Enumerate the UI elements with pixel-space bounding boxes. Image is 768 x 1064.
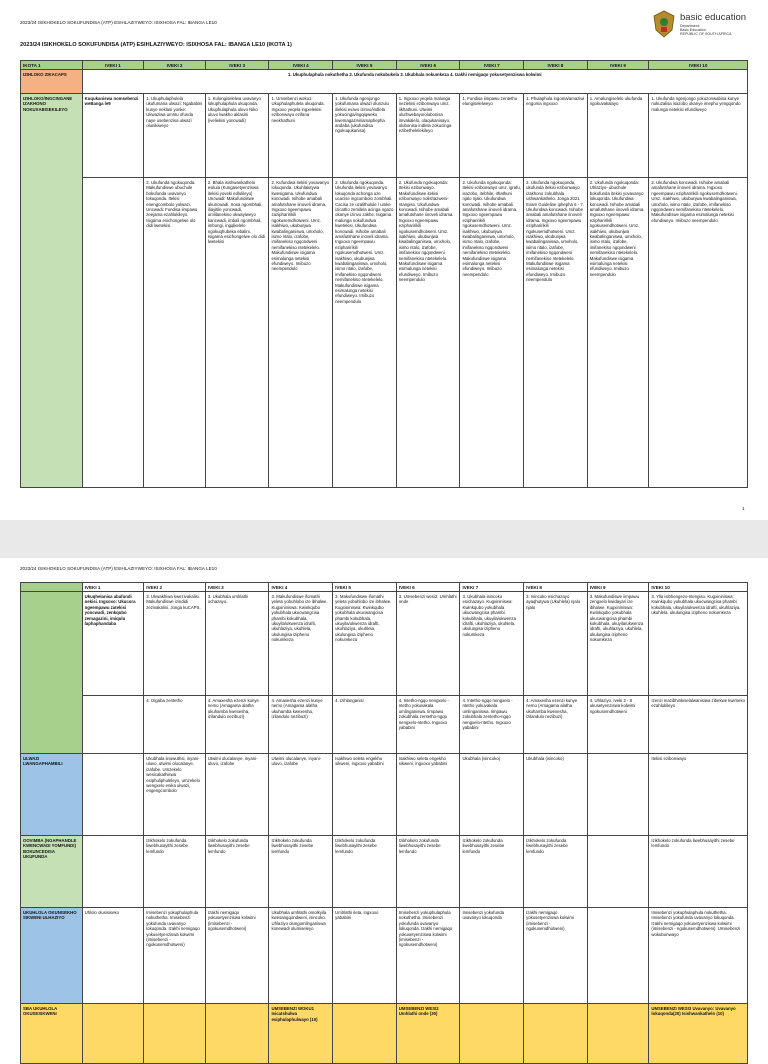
plan-table-term1 xyxy=(20,60,748,488)
table-cell: Isakhiwo seleta engekho sikweni, ingxoxo yababini xyxy=(333,754,397,836)
table-cell: 1. Kulungiselelwa uvavanyo lokuphulaphula ukuqonda. Ukuphulaphula uluvo Niko uluvo lwakho aklasini (iveliekisi yoncwadi) xyxy=(205,94,269,178)
row-label-topics: IZIHLOKO ZIKACAPS xyxy=(21,70,83,94)
row-label-resources: OOVIMBA (NGAPHANDLE KWENCWADI YOMFUNDI) BOKUNCEDISA UKUFUNDA xyxy=(21,836,83,908)
table-cell: 2. Bhala isishwankathelo esiluia (Kungasetyenziswa itekisi yoveki edlulileyo) Uncwadi: Makufundiswe ukuncwadi. Xosa ngombhali, iliayitile yoncwadi, umlilanekiso okwayiweyo kancwadi, imbali ngombhali, imbongi, ingqikelelo ngokuqhubeka ebalini. Isigama esichongelwe olo didi lwetekisi xyxy=(205,178,269,488)
table-cell: 4. Izihlanganisi xyxy=(333,696,397,754)
table-cell: Ukubhala iinowuthsi, inyani-uluvo, utwimi olucalanye, izafobe. Umzekelo wesicakathiswa esiphuliphuleleyo, umzekelo wengxelo enika ulwazi, engengcombolo xyxy=(144,754,206,836)
page-gap xyxy=(0,520,768,558)
logo-sub-line-1: Department: xyxy=(680,24,700,28)
column-header: IVEKI 5 xyxy=(333,583,397,592)
table-cell xyxy=(82,1004,144,1064)
row-label-blank xyxy=(21,592,83,754)
table-cell: Izikhokelo zokufunda liwebhusayithi zesebe lemfundo xyxy=(524,836,588,908)
table-cell: Izikhokelo zokufunda liwebhusayithi zesebe lemfundo xyxy=(649,836,748,908)
table-row xyxy=(21,1004,748,1064)
table-cell: UMSEBENZI WESI2 Umhlathi onde (30) xyxy=(396,1004,460,1064)
table-cell: 3. Ukubhala umhlathi ochazayo. xyxy=(205,592,269,696)
table-cell: 1. Phulaphula ingoma/amaziwi engoma ingxoxo xyxy=(524,94,588,178)
table-cell: 4. Amaxesha ezenzi kunye nemo (Amagama alatha ukuhamba kwexesha, izilandulo nezibuzi) xyxy=(205,696,269,754)
page-1 xyxy=(0,0,768,520)
column-header: IVEKI 7 xyxy=(460,583,524,592)
table-cell: 1. Ukufunda ngenjongo yokufumana ulwazi olunzulu iliekisi evavo izinvo/indlela yokucinga/ingqiqweko kwemagazini/iamaphepha andaba (ukufundisa ngokuqukanisa) xyxy=(333,94,397,178)
page-header: 2023/24 ISIKHOKELO SOKUFUNDISA (ATP) ESIHLAZIYWEYO: ISIXHOSA FAL: IBANGA LE10 xyxy=(20,566,217,571)
table-cell: Imisebenzi yokuphulaphula nokuthetha. Imisebenzi yokufunda uvavanyo lokuqonda. Izakhi nemigaqo yokusetyenziswa kolwimi (imisebenzi - ngokusemdhotweni) xyxy=(144,908,206,1004)
table-row xyxy=(21,70,748,94)
table-cell: 2. Ukufunda ngokuqonda: Uhlaziyo- ubuchule bokufunda itekisi yovavanyo lokuqonda. Ukufundwa koncwadi. Isihobe amabali amafutshane iinoveli idrama. Ingxoxo ngeempawu ezipharirikili ngokusemdhotweni. Umz. isakhiwo, ukubunjwa kwabalinganiswa, umxholo, isimo ntalo, izafobe, imifanekiso ngqondweni nemifanekiso ntetekelelo. Makufundiswe isigama esimalunga netekisi efundiweyo. Imibuzo neempendulo xyxy=(587,178,649,488)
row-label-formal-assessment: SBA UKUHLOLA OKUSESIKWENI xyxy=(21,1004,83,1064)
column-header: IVEKI 9 xyxy=(587,61,649,70)
column-header: IVEKI 4 xyxy=(269,583,333,592)
table-cell: Izikhokelo zokufunda liwebhusayithi zesebe lemfundo xyxy=(205,836,269,908)
table-cell xyxy=(82,754,144,836)
table-header-row xyxy=(21,61,748,70)
table-cell: Itekisi ezibonwayo xyxy=(649,754,748,836)
table-cell: Izikhokelo zokufunda liwebhusayithi zesebe lemfundo xyxy=(144,836,206,908)
column-header: IVEKI 7 xyxy=(460,61,524,70)
table-cell: Uhlolo olusisiseko xyxy=(82,908,144,1004)
table-cell: 2. Ukufunda ngokuqonda, ukufunda itekisi ezibonwayo izakhono zokubhala ushwankathelo. Jonga 2021 Exam Guideline iphepha 6 - 7. Ukufundwa koncwadi. Isihobe amabali amafutshane iinoveli idrama. Ingxoxo ngeempawu ezipharirikili ngokusemdhotweni. Umz. isakhiwo, ukubunjwa kwabalinganiswa, umxholo, isimo ntalo, izafobe, imifanekiso ngqondweni nemifanekiso ntetekelelo. Makufundiswe isigama esimalunga netekisi efundiweyo. Imibuzo neempendulo xyxy=(524,178,588,488)
table-cell xyxy=(82,836,144,908)
table-cell: 3. Ukwakhiwa kwezivakalisi. Makufundiswe izindidi zezivakalisi. Jonga kuCAPS. xyxy=(144,592,206,696)
table-cell xyxy=(587,1004,649,1064)
table-row xyxy=(21,592,748,696)
table-row xyxy=(21,94,748,178)
page-header: 2023/24 ISIKHOKELO SOKUFUNDISA (ATP) ESIHLAZIYWEYO: ISIXHOSA FAL: IBANGA LE10 xyxy=(20,20,217,25)
table-cell: Izakhi nemigaqo yokusetyenziswa kolwimi (imisebenzi - ngokusemdhotweni) xyxy=(205,908,269,1004)
row-label-prior-knowledge: ULWAZI LWANGAPHAMBILI xyxy=(21,754,83,836)
table-cell: 1. Ukuphulaphulela ukufumana ulwazi: Ngababini kunye neklasi yonke: Ukwaziwa umntu ofunda naye usebenzisa ulwazi olunikiweyo xyxy=(144,94,206,178)
table-row xyxy=(21,754,748,836)
table-cell: 1. Ingxoxo yeqela malunga neziekisi ezibonwayo umz. iikhathuni. Utwimi olurhwebayo/olubonisa imvakalelo, olaqukanisayo, olubonisa indlela zokucinga ezibethelelekileyo xyxy=(396,94,460,178)
table-cell: Imisebenzi yokuphulaphula nokuthetha. Imisebenzi yokufunda uvavanyo lokuqonda. Izakhi nemigaqo yokusetyenziswa kolwimi (imisebenzi - ngokusemdhotweni). Umisebenzi wokubonwayo xyxy=(649,908,748,1004)
table-cell xyxy=(587,836,649,908)
department-logo xyxy=(652,10,752,40)
table-cell: 3. Ukubhala isincoko esichazayo. Kugxininiswa: Kwinkqubo yokubhala ukucwangcisa phambi kokubhala, ukuyila/ukwenza idrafti, ukuhlaziya, ukuhlela, ukulungisa izipheno nokumkeza xyxy=(460,592,524,696)
column-header: IVEKI 5 xyxy=(333,61,397,70)
table-row xyxy=(21,908,748,1004)
column-header: IVEKI 1 xyxy=(82,61,144,70)
logo-subtitle xyxy=(680,24,732,37)
table-cell: 1. Ukufunda ngenjongo yokuzonwabisa kunye nokuzalisa isazobo okanye imephu yengqondo malunga netekisi efundiweyo xyxy=(649,94,748,178)
logo-sub-line-3: REPUBLIC OF SOUTH AFRICA xyxy=(680,32,732,37)
table-cell: Kuqukaniswa nomsebenzi weBanga le9 xyxy=(82,94,144,178)
column-header: IKOTA 1 xyxy=(21,61,83,70)
table-cell: 2. Ukufunda ngokuqonda. Makufundiswe ubuchule bokufunda uvavanyo lokuqonda. Itekisi enengcombolo yolwazi. Uncwadi: Fundisa iimpawu zeejama ezahlukileyo. Isigama esichongelwe olo didi lwetekisi xyxy=(144,178,206,488)
table-cell: Izikhokelo zokufunda liwebhusayithi zesebe lemfundo xyxy=(460,836,524,908)
table-cell: 3. Makufundiswe ifomathi yeleta yobuhlobo ize ibhalwe. Kugxininiswa: Kwinkqubo yokubhala ukucwangcisa phambi kokubhala, ukuyila/ukwenza idrafti, ukuhlaziya, ukuhlela, ukulungisa izipheno nokumkeza xyxy=(333,592,397,696)
table-cell: 4. Uhlaziyo. Iveki 2 - 8 ukusetyenziswa kolwimi ngokusemdhotweni xyxy=(587,696,649,754)
column-header: IVEKI 6 xyxy=(396,61,460,70)
row-label-informal-assessment: UKUHLOLA OKUNGEKHO SIKWENI ULHAZIYO xyxy=(21,908,83,1004)
logo-brand: basic education xyxy=(680,12,747,23)
table-cell: Izakhi nemigaqo yokusetyenziswa kolwimi (imisebenzi - ngokusemdhotweni) xyxy=(524,908,588,1004)
table-cell: 4. Intetho-ngqo nengxelo - ntetho yokuvakala umlinganiswa. Iimpawu zokubhala zentetho-ngqo nengxelo-ntetho. Ingxoxo yababini xyxy=(460,696,524,754)
table-cell: 1. Amalungiselelo ukufunda ngokuvakalayo xyxy=(587,94,649,178)
table-cell: 2. Ukufunda ngokuqonda. Ukufunda itekisi yovavanyo lokuqonda achonga uze ucacise ingcombolo zombhali. Cacisa ze uzalithulule / umke izicatho zemilela acinga ngazo okanye izinvo zakhe. Isigama malunga nokufundwa kwetekisi. Ukufundwa koncwadi. Isihobe amabali amafutshane inoveli idrama. Ingxoxo ngeempawu ezipharirikili ngokusemdhotweni. Umz. isakhiwo, ukubunjwa kwabalinganiswa, umxholo, isimo ntalo, izafobe, imifanekiso ngqondweni nemifanekiso ntetekelelo. Makufundiswe isigama esimalunga netekisi efundiweyo. Imibuzo neempendulo xyxy=(333,178,397,488)
column-header: IVEKI 4 xyxy=(269,61,333,70)
page-number: 1 xyxy=(742,506,745,511)
logo-sub-line-2: Basic Education xyxy=(680,28,706,33)
table-cell: 3. Makufundiswe iimpawu zengxelo kwidayari ize ibhalwe. Kugxininiswa: Kwinkqubo yokubhala ukucwangcisa phambi kokubhala, ukuyila/ukwenza idrafti, ukuhlaziya, ukuhlela, ukulungisa izipheno nokumkeza xyxy=(587,592,649,696)
table-cell xyxy=(144,1004,206,1064)
column-header: IVEKI 10 xyxy=(649,61,748,70)
coat-of-arms-icon xyxy=(652,10,676,38)
column-header: IVEKI 2 xyxy=(144,583,206,592)
table-cell xyxy=(82,696,144,754)
page-title: 2023/24 ISIKHOKELO SOKUFUNDISA (ATP) ESIHLAZIYWEYO: ISIXHOSA FAL: IBANGA LE10 (IKOTA 1) xyxy=(20,42,292,48)
column-header: IVEKI 8 xyxy=(524,583,588,592)
column-header: IVEKI 3 xyxy=(205,61,269,70)
table-cell xyxy=(587,908,649,1004)
table-cell xyxy=(82,178,144,488)
column-header: IVEKI 2 xyxy=(144,61,206,70)
table-cell: Utwimi olucalanye, inyani-uluvo, izafobe xyxy=(205,754,269,836)
column-header: IVEKI 9 xyxy=(587,583,649,592)
table-cell: Ukuqhelanisa abafundi nekisi. Ingxoxo: Ukucora ngeempawu zatekisi yoncwadi, zenkqubo zemagazini, imiqulu laphaphandaba xyxy=(82,592,144,696)
table-cell: 3. Ylla isibhengezo-ntengiso. Kugxininiswa: Kwinkqubo yokubhala ukucwangcisa phambi kokubhala, ukuyila/ukwenza idrafti, ukuhlaziya, ukuhlela, ukulungisa izipheno nokumkeza xyxy=(649,592,748,696)
table-cell: Umhlathi ileta, ingxoxo yababini xyxy=(333,908,397,1004)
table-cell: 4. Izigaba zentetho xyxy=(144,696,206,754)
table-row xyxy=(21,836,748,908)
table-cell: 2. Ukufunda ngokuqonda: Itekisi ezibonwayo. Makufundiswe itekisi ezibonwayo nolishazweni-ntangiso. Ukufundwa koncwadi. Isihobe amabali amafutshane iinoveli idrama. Ingxoxo ngeempawu ezipharirikili ngokusemdhotweni. Umz. isakhiwo, ukubunjwa kwabalinganiswa, umxholo, isimo ntalo, izafobe, imifanekiso ngqondweni nemifanekiso ntetekelelo. Makufundiswe isigama esimalunga netekisi efundiweyo. Imibuzo neempendulo xyxy=(396,178,460,488)
column-header: IVEKI 10 xyxy=(649,583,748,592)
table-cell xyxy=(587,754,649,836)
table-cell xyxy=(205,1004,269,1064)
table-cell xyxy=(460,1004,524,1064)
caps-topics-cell: 1. Ukuphulaphula nokuthetha 2. Ukufunda nokubukela 3. Ukubhala nokumkeza 4. Izakhi nemigaqo yokusetyenziswa kolwimi xyxy=(82,70,747,94)
table-cell: 1. Fundisa iimpawu zentetho elungiselelweyo xyxy=(460,94,524,178)
table-cell: 3. Isincoko esichazayo ayaqhutywa (Ukuhlela) njalo njalo xyxy=(524,592,588,696)
plan-table-continued xyxy=(20,582,748,1064)
table-cell: UMSEBENZI WOKU1 Isicatshulwa esiphulaphulwayo (10) xyxy=(269,1004,333,1064)
table-cell: 4. Amaxesha ezenzi kunye nemo (Amagama alatha ukuhamba kwexesha, izilandulo nezibuzi) xyxy=(524,696,588,754)
table-cell: Izikhokelo zokufunda liwebhusayithi zesebe lemfundo xyxy=(333,836,397,908)
table-cell xyxy=(333,1004,397,1064)
column-header: IVEKI 1 xyxy=(82,583,144,592)
table-cell: 2. Ukufundwa koncwadi. Isihobe amabali amafutshane iinoveli idrama. Ingxoxo ngeempawu ezipharirikili ngokusemdhotweni. Umz. isakhiwo, ukubunjwa kwabalinganiswa, umxholo, isimo ntalo, izafobe, imifanekiso ngqondweni nemifanekiso ntetekelelo. Makufundiswe isigama esimalunga netekisi efundiweyo. Imibuzo neempendulo xyxy=(649,178,748,488)
table-cell: 3. Umsebenzi wesi2: Umhlathi onde xyxy=(396,592,460,696)
row-label-skills: IZIHLOKO/INGCINGANE IZAKHONO NOKUXABISEKILEYO xyxy=(21,94,83,488)
table-cell: 4. Amaxesha ezenzi kunye nemo (Amagama alatha ukuhamba kwexesha, izilandulo nezibuzi) xyxy=(269,696,333,754)
table-cell: Imisebenzi yokuphulaphula nokuthetha. Imisebenzi yokufunda uvavanyo lokuqonda. Izakhi nemigaqo yokusetyenziswa kolwimi (imisebenzi - ngokusemdhotweni) xyxy=(396,908,460,1004)
table-cell: 3. Makufundiswe ifomathi yeleta yobuhlobo ize ibhalwe. Kugxininiswa: Kwinkqubo yokubhala ukucwangcisa phambi kokubhala, ukuyila/ukwenza idrafti, ukuhlaziya, ukuhlela, ukulungisa izipheno nokumkeza xyxy=(269,592,333,696)
table-cell: Izenzi mazibhinkiselalwanisiwa zibekwe kwimeko ezahlukileyo xyxy=(649,696,748,754)
table-cell: UMSEBENZI WESI3 Uvavanyo: Uvavanyo lokuqonda(20) Isishwankathelo (10) xyxy=(649,1004,748,1064)
table-row xyxy=(21,178,748,488)
column-header: IVEKI 6 xyxy=(396,583,460,592)
table-cell: Izikhokelo zokufunda liwebhusayithi zesebe lemfundo xyxy=(396,836,460,908)
column-header: IVEKI 8 xyxy=(524,61,588,70)
table-cell: Izikhokelo zokufunda liwebhusayithi zesebe lemfundo xyxy=(269,836,333,908)
table-cell: Isakhiwo seleta engekho sikweni, ingxoxo yababini xyxy=(396,754,460,836)
table-cell: 1. Umsebenzi woku1: Ukuphulaphulela ukuqonda. Ingxoxo yeqela ingxelekisi ezibonwayo ezifana neekhathuni xyxy=(269,94,333,178)
table-cell: 4. Intetho-ngqo nengxelo - ntetho yokuvakala umlinganiswa. Iimpawu zokubhala zentetho-ngqo nengxelo-ntetho. Ingxoxo yababini xyxy=(396,696,460,754)
table-header-row xyxy=(21,583,748,592)
table-cell: Imisebenzi yokufunda uvavanyo lokuqonda xyxy=(460,908,524,1004)
table-cell: 2. Ukufunda ngokuqonda: Itekisi ezibonwayo umz. igrafu, isazobo, itebhile, ithathuni njalo njalo. Ukufundwa koncwadi. Isihobe amabali amafutshane iinoveli idrama. Ingxoxo ngeempawu ezipharirikili ngokusemdhotweni. Umz. isakhiwo, ukubunjwa kwabalinganiswa, umxholo, isimo ntalo, izafobe, imifanekiso ngqondweni nemifanekiso ntetekelelo. Makufundiswe isigama esimalunga netekisi efundiweyo. Imibuzo neempendulo xyxy=(460,178,524,488)
table-cell: Utwimi olucalanye, inyani-uluvo, izafobe xyxy=(269,754,333,836)
page-2 xyxy=(0,558,768,1024)
table-cell: Ukubhala umhlathi omolkyila kwesangqondweni, isincoko. Uhlaziyo olungomlinganiswa konewadi olumiseleyo xyxy=(269,908,333,1004)
column-header xyxy=(21,583,83,592)
table-cell: Ukubhala (isincoko) xyxy=(524,754,588,836)
table-row xyxy=(21,696,748,754)
table-cell: 2. Kufundwa itekisi yovavanyo lokuqonda. Ukuhlalutywa kwesigama. Ukufundwa koncwadi. Isihobe amabali amafutshane iinoveli idrama. Ingxoxo ngeempawu zazipharirikili ngokusemdhotweni. Umz. isakhiwo, ukubunjwa kwabalinganiswa, umxholo, isimo ntalo, izafobe, imifanekiso ngqondweni nemifanekiso ntetekelelo. Makufundiswe isigama esimalunga netekisi efundiweyo. Imibuzo neempendulo xyxy=(269,178,333,488)
column-header: IVEKI 3 xyxy=(205,583,269,592)
table-cell xyxy=(524,1004,588,1064)
table-cell: Ukubhala (isincoko) xyxy=(460,754,524,836)
